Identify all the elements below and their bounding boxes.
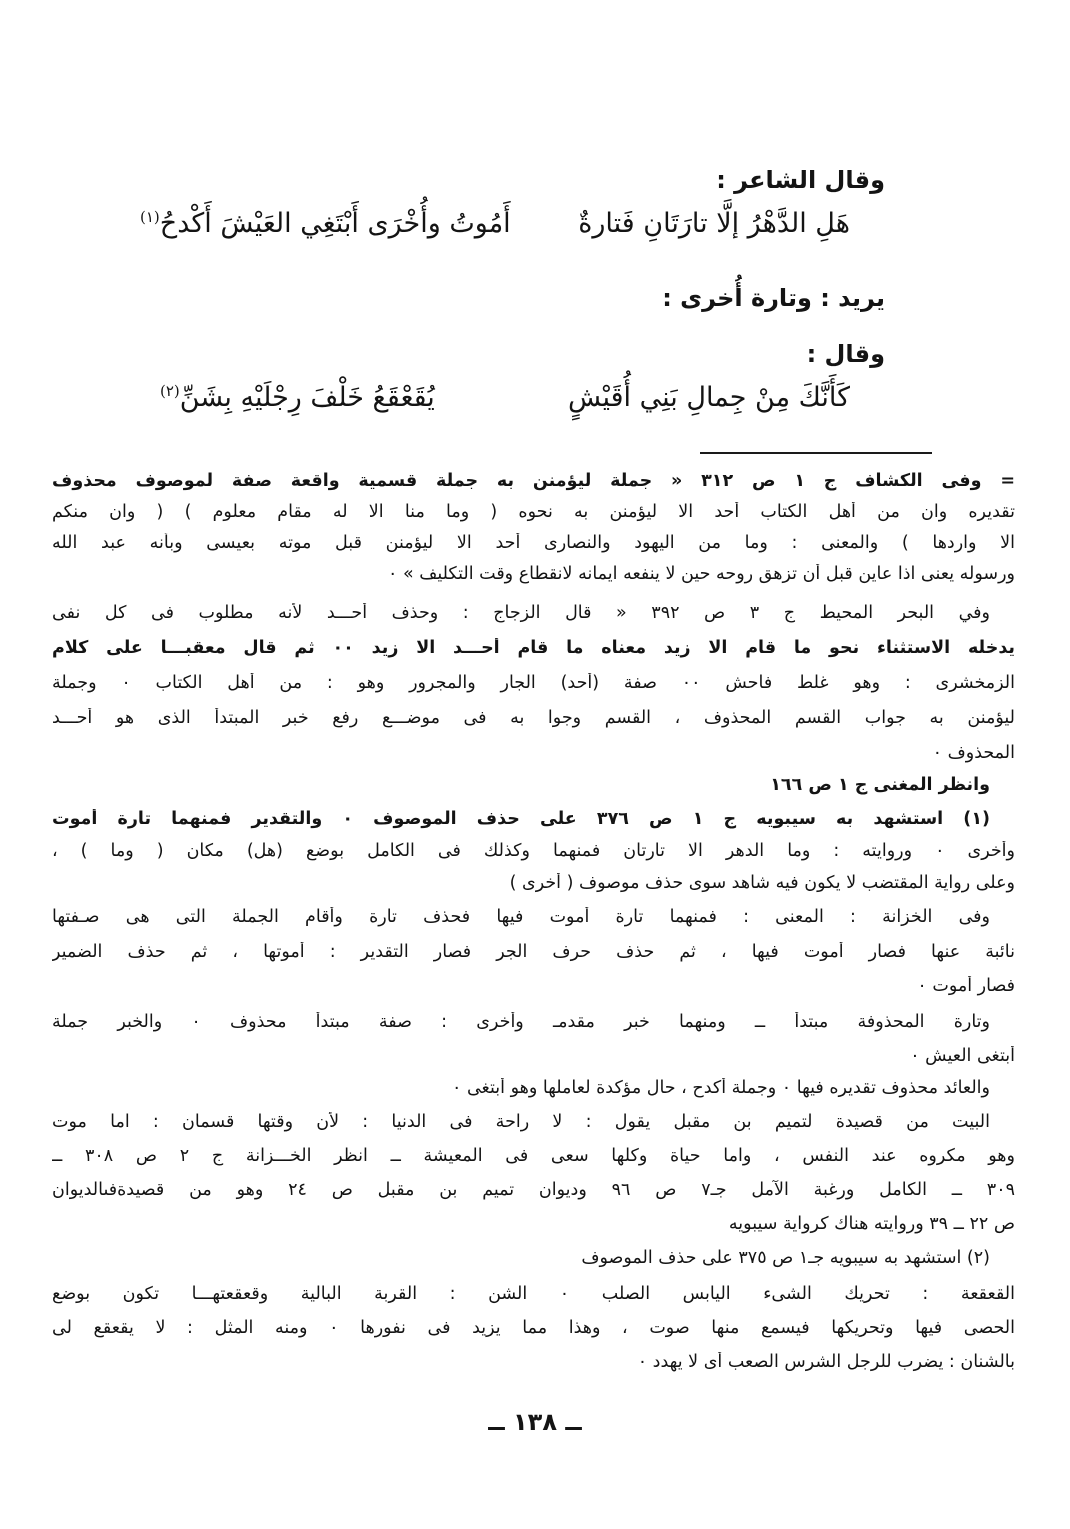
verse-1-second-hemistich: [140, 208, 511, 239]
footnote-line: القعقعة : تحريك الشىء اليابس الصلب ٠ الشن : القربة البالية وقعقعتهـــا تكون بوضع: [52, 1284, 1015, 1304]
footnote-line: وفي البحر المحيط ج ٣ ص ٣٩٢ « قال الزجاج : وحذف أحـــد لأنه مطلوب فى كل نفى: [52, 603, 990, 623]
footnote-line: وفى الخزانة : المعنى : فمنهما تارة أموت فيها فحذف تارة وأقام الجملة التى هى صـفتها: [52, 907, 990, 927]
poem-intro-1: وقال الشاعر :: [716, 166, 885, 194]
footnote-ref-2: (٢): [160, 382, 180, 400]
footnote-line: الزمخشرى : وهو غلط فاحش ٠٠ صفة (أحد) الجار والمجرور وهو : من أهل الكتاب ٠ وجملة: [52, 673, 1015, 693]
footnote-line: والعائد محذوف تقديره فيها ٠ وجملة أكدح ، حال مؤكدة لعاملها وهو أبتغى ٠: [452, 1078, 990, 1098]
verse-2: [160, 382, 850, 413]
footnote-line: ص ٢٢ ــ ٣٩ وروايته هناك كرواية سيبويه: [728, 1214, 1015, 1234]
footnote-separator: [700, 452, 932, 454]
verse-1-first-hemistich: هَلِ الدَّهْرُ إلَّا تارَتَانِ فَتارةٌ: [578, 208, 850, 239]
verse-2-first-hemistich: كَأَنَّكَ مِنْ جِمالِ بَنِي أُقَيْشٍ: [568, 382, 850, 413]
poem-intro-2: يريد : وتارة أُخرى :: [662, 284, 885, 312]
footnote-line: ٣٠٩ ــ الكامل ورغبة الآمل جـ٧ ص ٩٦ وديوان تميم بن مقبل ص ٢٤ وهو من قصيدةفىالديوان: [52, 1180, 1015, 1200]
footnote-line: وتارة المحذوفة مبتدأ ــ ومنهما خبر مقدمـ وأخرى : صفة مبتدأ محذوف ٠ والخبر جملة: [52, 1012, 990, 1032]
footnote-line: ليؤمنن به جواب القسم المحذوف ، القسم وجوا به فى موضـــع رفع خبر المبتدأ الذى هو أحـــد: [52, 708, 1015, 728]
verse-2-second-hemistich: [160, 382, 435, 413]
footnote-line: (٢) استشهد به سيبويه جـ١ ص ٣٧٥ على حذف الموصوف: [581, 1248, 990, 1268]
verse-2-second-text: يُقَعْقَعُ خَلْفَ رِجْلَيْهِ بِشَنِّ: [179, 382, 435, 413]
footnote-line: وعلى رواية المقتضب لا يكون فيه شاهد سوى حذف موصوف ( أخرى ): [509, 873, 1015, 893]
footnote-line: بالشنان : يضرب للرجل الشرس الصعب أى لا يهدد ٠: [637, 1352, 1015, 1372]
footnote-line: نائبة عنها فصار أموت فيها ، ثم حذف حرف الجر فصار التقدير : أموتها ، ثم حذف الضمير: [52, 942, 1015, 962]
verse-1-second-text: أَمُوتُ وأُخْرَى أَبْتَغِي العَيْشَ أَكْدحُ: [159, 208, 511, 239]
footnote-line: = وفى الكشاف ج ١ ص ٣١٢ « جملة ليؤمنن به جملة قسمية واقعة صفة لموصوف محذوف: [52, 471, 1015, 491]
footnote-ref-1: (١): [140, 208, 160, 226]
footnote-line: الا واردها ) والمعنى : وما من اليهود والنصارى أحد الا ليؤمنن قبل موته بعيسى وبأنه عبد الله: [52, 533, 1015, 553]
verse-1: [140, 208, 850, 239]
footnote-line: المحذوف ٠: [932, 743, 1015, 763]
footnote-line: وأخرى ٠ وروايته : وما الدهر الا تارتان فمنهما وكذلك فى الكامل بوضع (هل) مكان ( وما ) ،: [52, 841, 1015, 861]
footnote-line: أبتغى العيش ٠: [910, 1046, 1015, 1066]
footnote-line: (١) استشهد به سيبويه ج ١ ص ٣٧٦ على حذف الموصوف ٠ والتقدير فمنهما تارة أموت: [52, 809, 990, 829]
footnote-line: ورسوله يعنى اذا عاين قبل أن تزهق روحه حين لا ينفعه ايمانه لانقطاع وقت التكليف » ٠: [388, 564, 1015, 584]
footnote-line: البيت من قصيدة لتميم بن مقبل يقول : لا راحة فى الدنيا : لأن وقتها قسمان : اما موت: [52, 1112, 990, 1132]
page-number: ــ ١٣٨ ــ: [488, 1408, 582, 1436]
footnote-line: تقديره وان من أهل الكتاب أحد الا ليؤمنن به نحوه ( وما منا الا له مقام معلوم ) ( وان منكم: [52, 502, 1015, 522]
footnote-line: وانظر المغنى ج ١ ص ١٦٦: [770, 775, 990, 795]
footnote-line: وهو مكروه عند النفس ، واما حياة وكلها سعى فى المعيشة ــ انظر الخـــزانة ج ٢ ص ٣٠٨ ــ: [52, 1146, 1015, 1166]
footnote-line: الحصى فيها وتحريكها فيسمع منها صوت ، وهذا مما يزيد فى نفورها ٠ ومنه المثل : لا يقعقع لى: [52, 1318, 1015, 1338]
poem-intro-3: وقال :: [806, 340, 885, 368]
footnote-line: فصار أموت ٠: [917, 976, 1015, 996]
footnote-line: يدخله الاستثناء نحو ما قام الا زيد معناه ما قام أحـــد الا زيد ٠٠ ثم قال معقبـــا على كلام: [52, 638, 1015, 658]
